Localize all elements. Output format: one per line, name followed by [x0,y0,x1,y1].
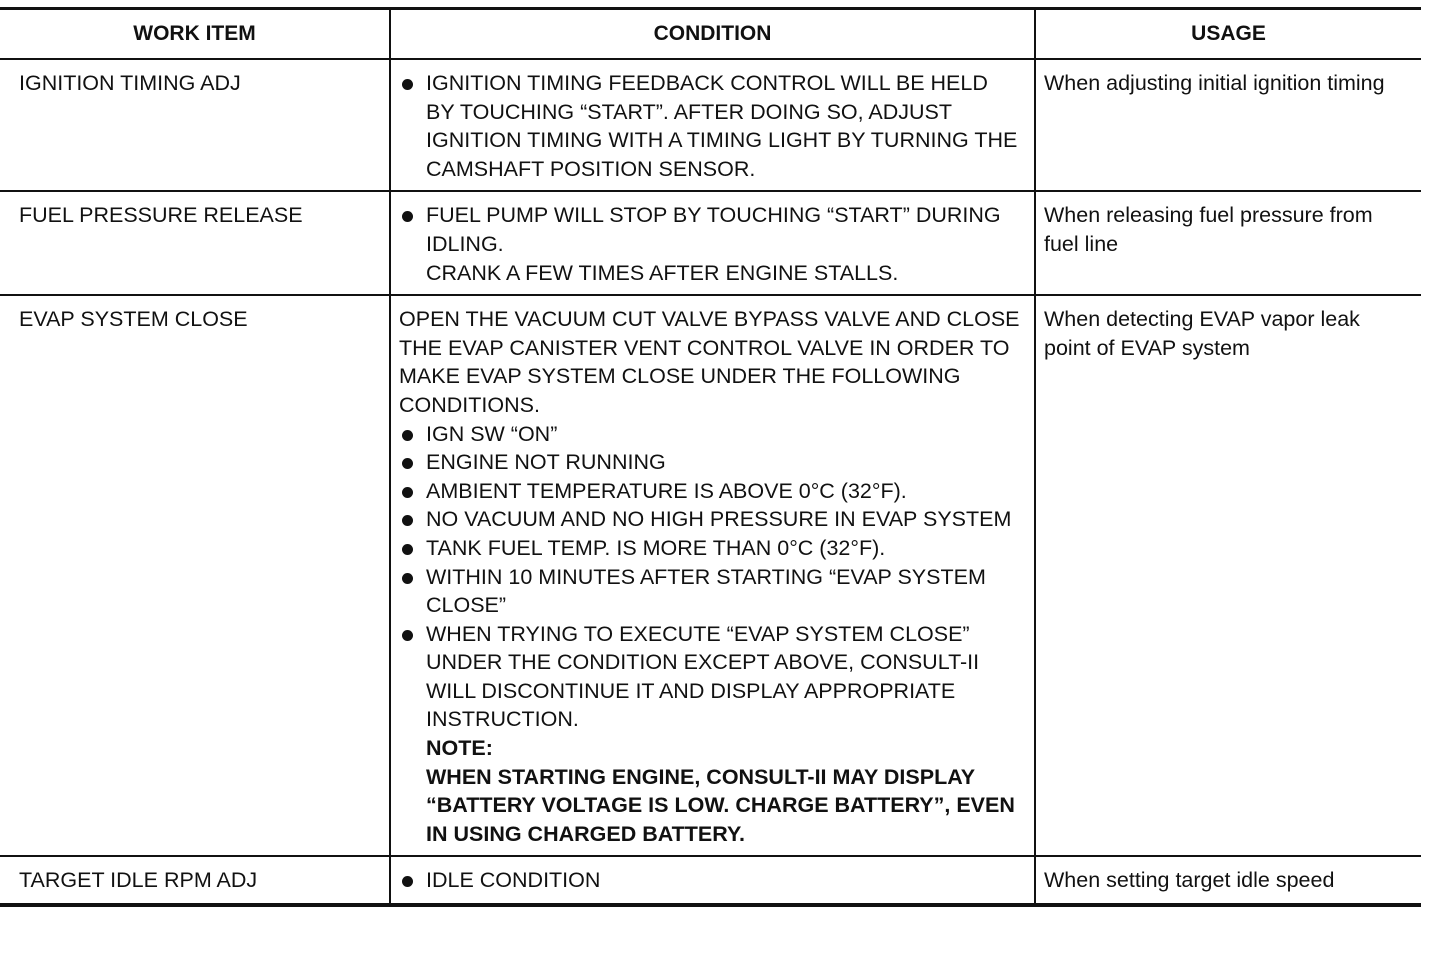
usage-cell: When adjusting initial ignition timing [1035,59,1421,191]
table-row [0,191,1421,295]
condition-cell [390,59,1035,191]
bullet-icon [402,487,413,498]
bullet-text: IGNITION TIMING FEEDBACK CONTROL WILL BE HELD BY TOUCHING “START”. AFTER DOING SO, ADJUST IGNITION TIMING WITH A TIMING LIGHT BY TURNING THE CAMSHAFT POSITION SENSOR. [426,71,1018,181]
bullet-text: WITHIN 10 MINUTES AFTER STARTING “EVAP SYSTEM CLOSE” [426,564,986,618]
condition-continuation: CRANK A FEW TIMES AFTER ENGINE STALLS. [426,260,899,285]
table-row [0,295,1421,856]
bullet-text: NO VACUUM AND NO HIGH PRESSURE IN EVAP SYSTEM [426,507,1012,532]
condition-intro: OPEN THE VACUUM CUT VALVE BYPASS VALVE AND CLOSE THE EVAP CANISTER VENT CONTROL VALVE IN ORDER TO MAKE EVAP SYSTEM CLOSE UNDER THE FOLLOWING CONDITIONS. [399,307,1020,417]
table-header-row [0,9,1421,60]
condition-bullet [399,534,1020,563]
bullet-text: TANK FUEL TEMP. IS MORE THAN 0°C (32°F). [426,535,886,560]
usage-cell: When releasing fuel pressure from fuel line [1035,191,1421,295]
work-item-cell: EVAP SYSTEM CLOSE [0,295,390,856]
condition-list [399,420,1020,849]
condition-bullet [399,201,1020,258]
condition-bullet [399,420,1020,449]
work-item-cell: FUEL PRESSURE RELEASE [0,191,390,295]
bullet-icon [402,430,413,441]
bullet-icon [402,515,413,526]
usage-cell: When detecting EVAP vapor leak point of EVAP system [1035,295,1421,856]
work-support-table-container [0,7,1421,907]
condition-bullet [399,69,1020,183]
bullet-text: WHEN TRYING TO EXECUTE “EVAP SYSTEM CLOSE” UNDER THE CONDITION EXCEPT ABOVE, CONSULT-II WILL DISCONTINUE IT AND DISPLAY APPROPRIATE INSTRUCTION. [426,621,980,732]
bullet-text: IDLE CONDITION [426,868,601,893]
bullet-text: AMBIENT TEMPERATURE IS ABOVE 0°C (32°F). [426,478,907,503]
column-header-work-item: WORK ITEM [0,9,390,60]
condition-cell [390,856,1035,905]
bullet-text: IGN SW “ON” [426,421,558,446]
table-row [0,59,1421,191]
condition-bullet [399,620,1020,849]
usage-cell: When setting target idle speed [1035,856,1421,905]
condition-bullet [399,505,1020,534]
table-row [0,856,1421,905]
column-header-condition: CONDITION [390,9,1035,60]
note-text: WHEN STARTING ENGINE, CONSULT-II MAY DISPLAY “BATTERY VOLTAGE IS LOW. CHARGE BATTERY”, EVEN IN USING CHARGED BATTERY. [426,764,1015,846]
work-item-cell: TARGET IDLE RPM ADJ [0,856,390,905]
bullet-text: FUEL PUMP WILL STOP BY TOUCHING “START” DURING IDLING. [426,203,1001,256]
work-item-cell: IGNITION TIMING ADJ [0,59,390,191]
condition-list [399,69,1020,183]
condition-cell [390,191,1035,295]
bullet-icon [402,573,413,584]
bullet-icon [402,211,413,222]
condition-bullet [399,477,1020,506]
bullet-icon [402,79,413,90]
column-header-usage: USAGE [1035,9,1421,60]
bullet-icon [402,630,413,641]
bullet-text: ENGINE NOT RUNNING [426,450,666,475]
bullet-icon [402,458,413,469]
condition-bullet [399,563,1020,620]
condition-bullet [399,448,1020,477]
condition-bullet [399,866,1020,895]
bullet-icon [402,876,413,887]
condition-cell [390,295,1035,856]
condition-list [399,201,1020,258]
bullet-icon [402,544,413,555]
note-label: NOTE: [426,736,493,761]
condition-list [399,866,1020,895]
work-support-table [0,7,1421,907]
